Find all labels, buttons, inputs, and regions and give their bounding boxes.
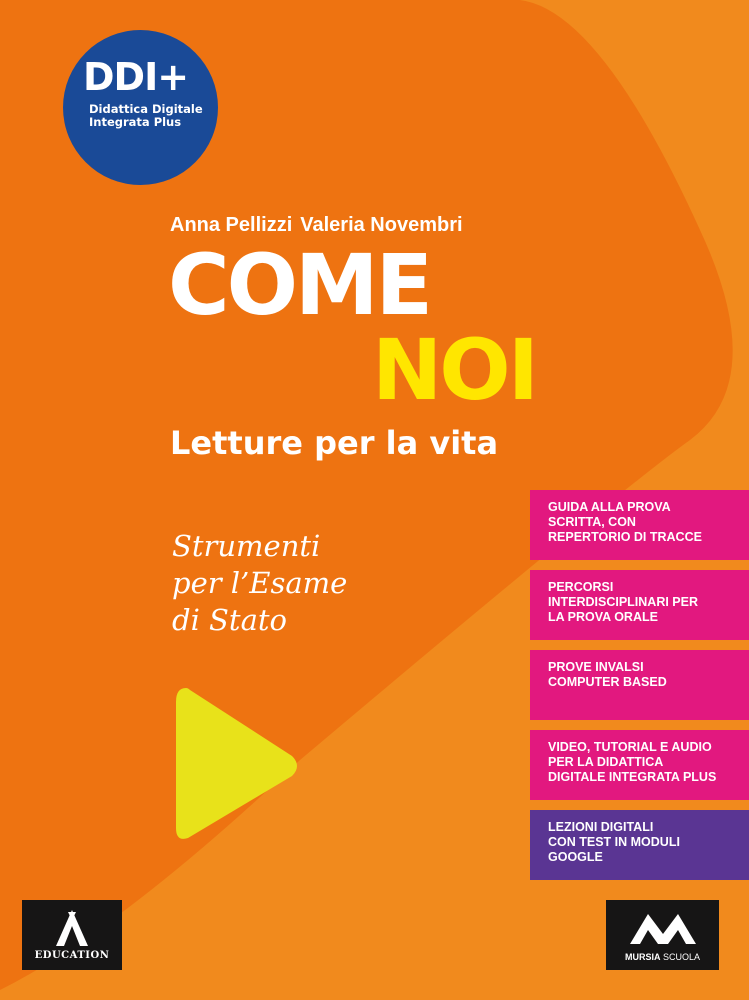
tagline (172, 528, 472, 639)
mursia-brand: MURSIA (624, 952, 661, 962)
ddi-subtitle-line: Didattica Digitale (89, 102, 203, 116)
feature-text: GOOGLE (548, 850, 603, 864)
ddi-subtitle-line: Integrata Plus (89, 115, 182, 129)
authors (170, 214, 463, 237)
feature-text: DIGITALE INTEGRATA PLUS (548, 770, 717, 784)
mursia-mountains-icon (628, 910, 698, 944)
education-publisher-logo (22, 900, 122, 970)
feature-box-written-exam (530, 490, 749, 560)
feature-text: PER LA DIDATTICA (548, 755, 664, 769)
mursia-scuola: SCUOLA (663, 952, 701, 962)
feature-text: GUIDA ALLA PROVA (548, 500, 671, 514)
feature-box-video-tutorial (530, 730, 749, 800)
ddi-logo: DDI+ (83, 55, 189, 99)
feature-text: PERCORSI (548, 580, 614, 594)
feature-text: LEZIONI DIGITALI (548, 820, 654, 834)
mursia-label (606, 952, 719, 962)
feature-box-invalsi (530, 650, 749, 720)
author-name: Anna Pellizzi (170, 214, 293, 236)
feature-text: PROVE INVALSI (548, 660, 644, 674)
feature-list (530, 490, 749, 890)
feature-box-oral-exam (530, 570, 749, 640)
publisher-mark-icon (54, 908, 90, 948)
tagline-line: Strumenti (172, 529, 321, 563)
feature-text: SCRITTA, CON (548, 515, 636, 529)
tagline-line: per l’Esame (172, 566, 348, 600)
feature-box-digital-lessons (530, 810, 749, 880)
title-line-1: COME (168, 236, 431, 334)
mursia-publisher-logo (606, 900, 719, 970)
feature-text: INTERDISCIPLINARI PER (548, 595, 699, 609)
tagline-line: di Stato (172, 603, 287, 637)
feature-text: COMPUTER BASED (548, 675, 667, 689)
education-label: EDUCATION (34, 950, 110, 961)
play-icon (168, 680, 308, 850)
author-name: Valeria Novembri (300, 214, 463, 236)
ddi-subtitle (89, 103, 209, 129)
feature-text: LA PROVA ORALE (548, 610, 658, 624)
feature-text: VIDEO, TUTORIAL E AUDIO (548, 740, 712, 754)
title-line-2: NOI (372, 321, 536, 419)
ddi-badge (63, 30, 218, 185)
subtitle: Letture per la vita (170, 424, 499, 462)
feature-text: REPERTORIO DI TRACCE (548, 530, 702, 544)
feature-text: CON TEST IN MODULI (548, 835, 680, 849)
